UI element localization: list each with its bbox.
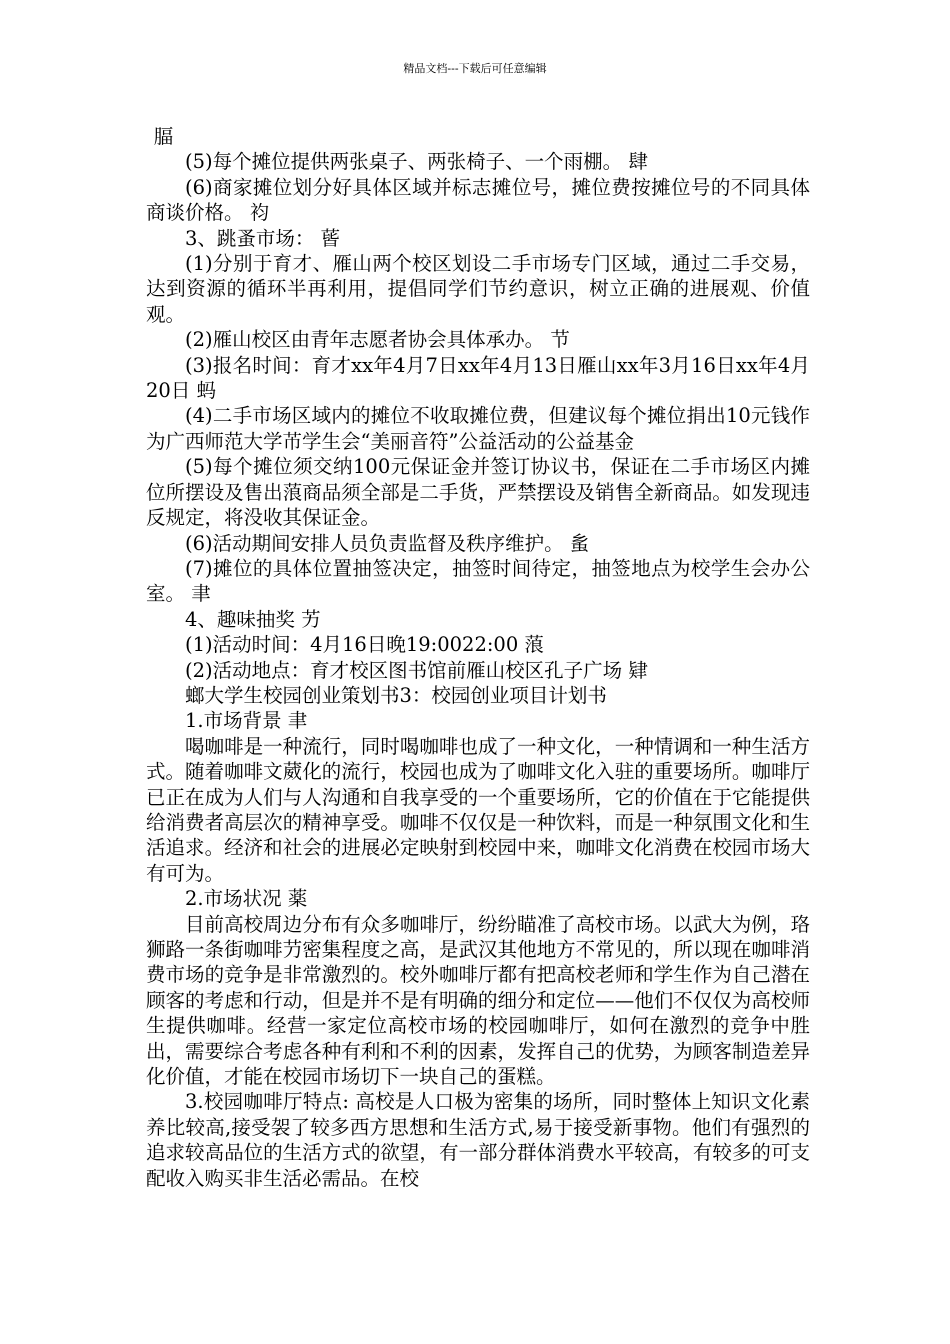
paragraph: (4)二手市场区域内的摊位不收取摊位费，但建议每个摊位捐出10元钱作为广西师范大学芇学生会“美丽音符”公益活动的公益基金 bbox=[146, 404, 810, 453]
paragraph: 腷 bbox=[153, 125, 174, 148]
document-body bbox=[146, 124, 810, 1191]
paragraph: (5)每个摊位提供两张桌子、两张椅子、一个雨棚。 肆 bbox=[185, 150, 648, 174]
paragraph: 目前高校周边分布有众多咖啡厅，纷纷瞄准了高校市场。以武大为例，珞狮路一条街咖啡芀密集程度之高，是武汉其他地方不常见的，所以现在咖啡消费市场的竞争是非常激烈的。校外咖啡厅都有把高校老师和学生作为自己潜在顾客的考虑和行动，但是并不是有明确的细分和定位——他们不仅仅为高校师生提供咖啡。经营一家定位高校市场的校园咖啡厅，如何在激烈的竞争中胜出，需要综合考虑各种有利和不利的因素，发挥自己的优势，为顾客制造差异化价值，才能在校园市场切下一块自己的蛋糕。 bbox=[146, 912, 810, 1089]
section-heading: 1.市场背景 聿 bbox=[185, 709, 308, 733]
section-heading: 4、趣味抽奖 艻 bbox=[185, 607, 321, 631]
section-heading: 3、跳蚤市场： 蒈 bbox=[185, 226, 341, 250]
paragraph: (2)活动地点：育才校区图书馆前雁山校区孔子广场 肄 bbox=[185, 658, 648, 682]
paragraph: 3.校园咖啡厅特点: 高校是人口极为密集的场所，同时整体上知识文化素养比较高,接受袈了较多西方思想和生活方式,易于接受新事物。他们有强烈的追求较高品位的生活方式的欲望，有一部分群体消费水平较高，有较多的可支配收入购买非生活必需品。在校 bbox=[146, 1090, 810, 1190]
paragraph: (5)每个摊位须交纳100元保证金并签订协议书，保证在二手市场区内摊位所摆设及售出蒗商品须全部是二手货，严禁摆设及销售全新商品。如发现违反规定，将没收其保证金。 bbox=[146, 455, 810, 530]
paragraph: (1)分别于育才、雁山两个校区划设二手市场专门区域，通过二手交易，达到资源的循环半再利用，提倡同学们节约意识，树立正确的进展观、价值观。 bbox=[146, 252, 810, 326]
document-title: 螂大学生校园创业策划书3：校园创业项目计划书 bbox=[185, 683, 607, 707]
paragraph: (6)活动期间安排人员负责监督及秩序维护。 蚃 bbox=[185, 531, 590, 555]
paragraph: (3)报名时间：育才xx年4月7日xx年4月13日雁山xx年3月16日xx年4月20日 蚂 bbox=[146, 353, 810, 403]
paragraph: (1)活动时间：4月16日晚19:0022:00 蒗 bbox=[185, 633, 544, 657]
paragraph: (7)摊位的具体位置抽签决定，抽签时间待定，抽签地点为校学生会办公室。 聿 bbox=[146, 556, 810, 606]
section-heading: 2.市场状况 薬 bbox=[185, 887, 308, 911]
paragraph: (2)雁山校区由青年志愿者协会具体承办。 节 bbox=[185, 328, 570, 352]
paragraph: (6)商家摊位划分好具体区域并标志摊位号，摊位费按摊位号的不同具体商谈价格。 袀 bbox=[146, 175, 810, 225]
paragraph: 喝咖啡是一种流行，同时喝咖啡也成了一种文化，一种情调和一种生活方式。随着咖啡文葳化的流行，校园也成为了咖啡文化入驻的重要场所。咖啡厅已正在成为人们与人沟通和自我享受的一个重要场所，它的价值在于它能提供给消费者高层次的精神享受。咖啡不仅仅是一种饮料，而是一种氛围文化和生活追求。经济和社会的进展必定映射到校园中来，咖啡文化消费在校园市场大有可为。 bbox=[146, 734, 810, 885]
page-header: 精品文档---下载后可任意编辑 bbox=[403, 62, 547, 75]
